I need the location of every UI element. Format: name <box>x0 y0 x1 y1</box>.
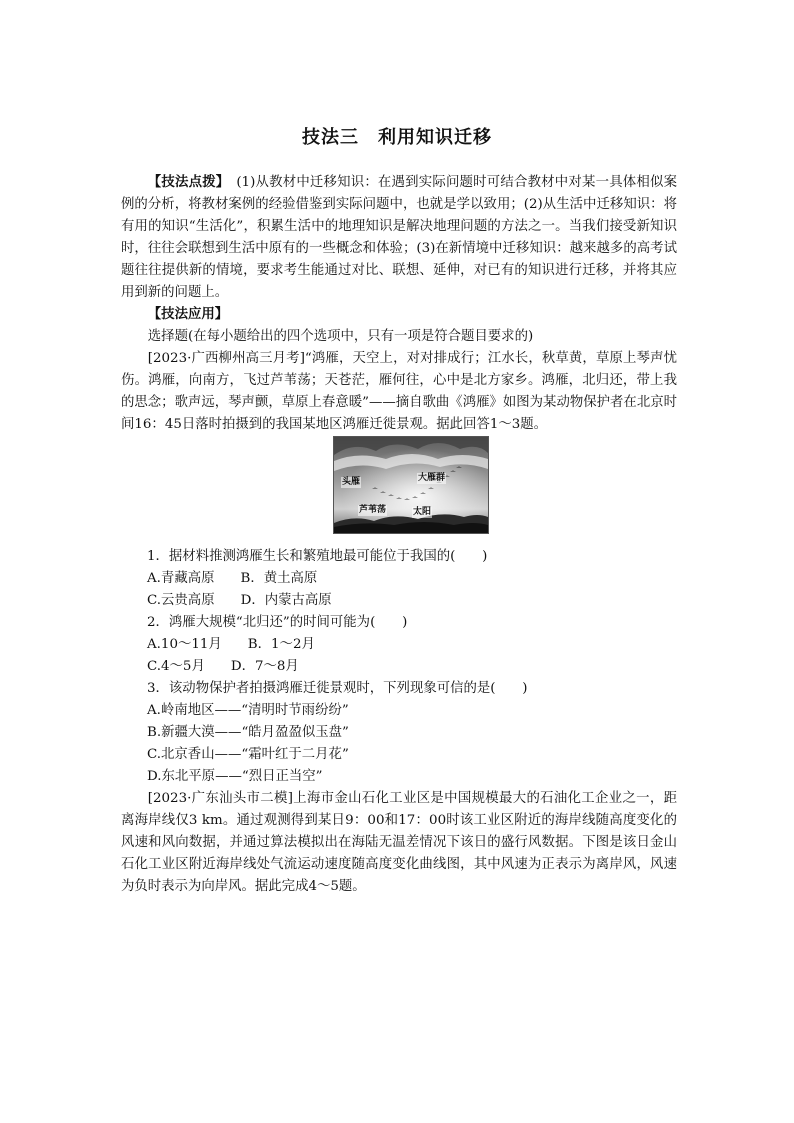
label-flock: 大雁群 <box>418 473 446 483</box>
label-sun: 太阳 <box>413 507 432 517</box>
question-1 <box>121 546 677 612</box>
option-row <box>121 590 677 612</box>
question-stem: 3．该动物保护者拍摄鸿雁迁徙景观时，下列现象可信的是( ) <box>147 681 528 696</box>
option-d: D．7～8月 <box>230 659 299 674</box>
tips-text: (1)从教材中迁移知识：在遇到实际问题时可结合教材中对某一具体相似案例的分析，将教材案例的经验借鉴到实际问题中，也就是学以致用；(2)从生活中迁移知识：将有用的知识“生活化”，积累生活中的地理知识是解决地理问题的方法之一。当我们接受新知识时，往往会联想到生活中原有的一些概念和体验；(3)在新情境中迁移知识：越来越多的高考试题往往提供新的情境，要求考生能通过对比、联想、延伸，对已有的知识进行迁移，并将其应用到新的问题上。 <box>121 175 677 300</box>
question-stem: 2．鸿雁大规模“北归还”的时间可能为( ) <box>147 615 408 630</box>
questions-section <box>121 546 677 898</box>
question-3 <box>121 678 677 788</box>
label-reeds: 芦苇荡 <box>359 505 387 515</box>
apply-label: 【技法应用】 <box>147 307 229 322</box>
question-stem: 1．据材料推测鸿雁生长和繁殖地最可能位于我国的( ) <box>147 549 488 564</box>
option-d: D.东北平原——“烈日正当空” <box>147 769 323 784</box>
option-b: B．黄土高原 <box>240 571 318 586</box>
passage-1: [2023·广西柳州高三月考]“鸿雁，天空上，对对排成行；江水长，秋草黄，草原上琴声忧伤。鸿雁，向南方，飞过芦苇荡；天苍茫，雁何往，心中是北方家乡。鸿雁，北归还，带上我的思念；歌声远，琴声颤，草原上春意暖”——摘自歌曲《鸿雁》如图为某动物保护者在北京时间16：45日落时拍摄到的我国某地区鸿雁迁徙景观。据此回答1～3题。 <box>121 351 677 432</box>
option-c: C.云贵高原 <box>147 593 215 608</box>
option-a: A.10～11月 <box>147 637 222 652</box>
option-c: C.北京香山——“霜叶红于二月花” <box>147 747 349 762</box>
option-a: A.青藏高原 <box>147 571 215 586</box>
tips-label: 【技法点拨】 <box>147 175 223 190</box>
option-d: D．内蒙古高原 <box>240 593 332 608</box>
question-2 <box>121 612 677 678</box>
option-b: B．1～2月 <box>247 637 315 652</box>
geese-migration-photo <box>333 436 489 534</box>
option-row <box>121 568 677 590</box>
option-c: C.4～5月 <box>147 659 205 674</box>
option-a: A.岭南地区——“清明时节雨纷纷” <box>147 703 349 718</box>
tips-section <box>121 172 677 436</box>
tips-paragraph <box>121 172 677 304</box>
passage-2: [2023·广东汕头市二模]上海市金山石化工业区是中国规模最大的石油化工企业之一，距离海岸线仅3 km。通过观测得到某日9：00和17：00时该工业区附近的海岸线随高度变化的风速和风向数据，并通过算法模拟出在海陆无温差情况下该日的盛行风数据。下图是该日金山石化工业区附近海岸线处气流运动速度随高度变化曲线图，其中风速为正表示为离岸风，风速为负时表示为向岸风。据此完成4～5题。 <box>121 791 677 894</box>
option-row <box>121 634 677 656</box>
option-b: B.新疆大漠——“皓月盈盈似玉盘” <box>147 725 349 740</box>
option-row <box>121 656 677 678</box>
choice-intro: 选择题(在每小题给出的四个选项中，只有一项是符合题目要求的) <box>147 329 534 344</box>
label-lead-goose: 头雁 <box>342 477 361 487</box>
page-title: 技法三 利用知识迁移 <box>302 127 492 148</box>
